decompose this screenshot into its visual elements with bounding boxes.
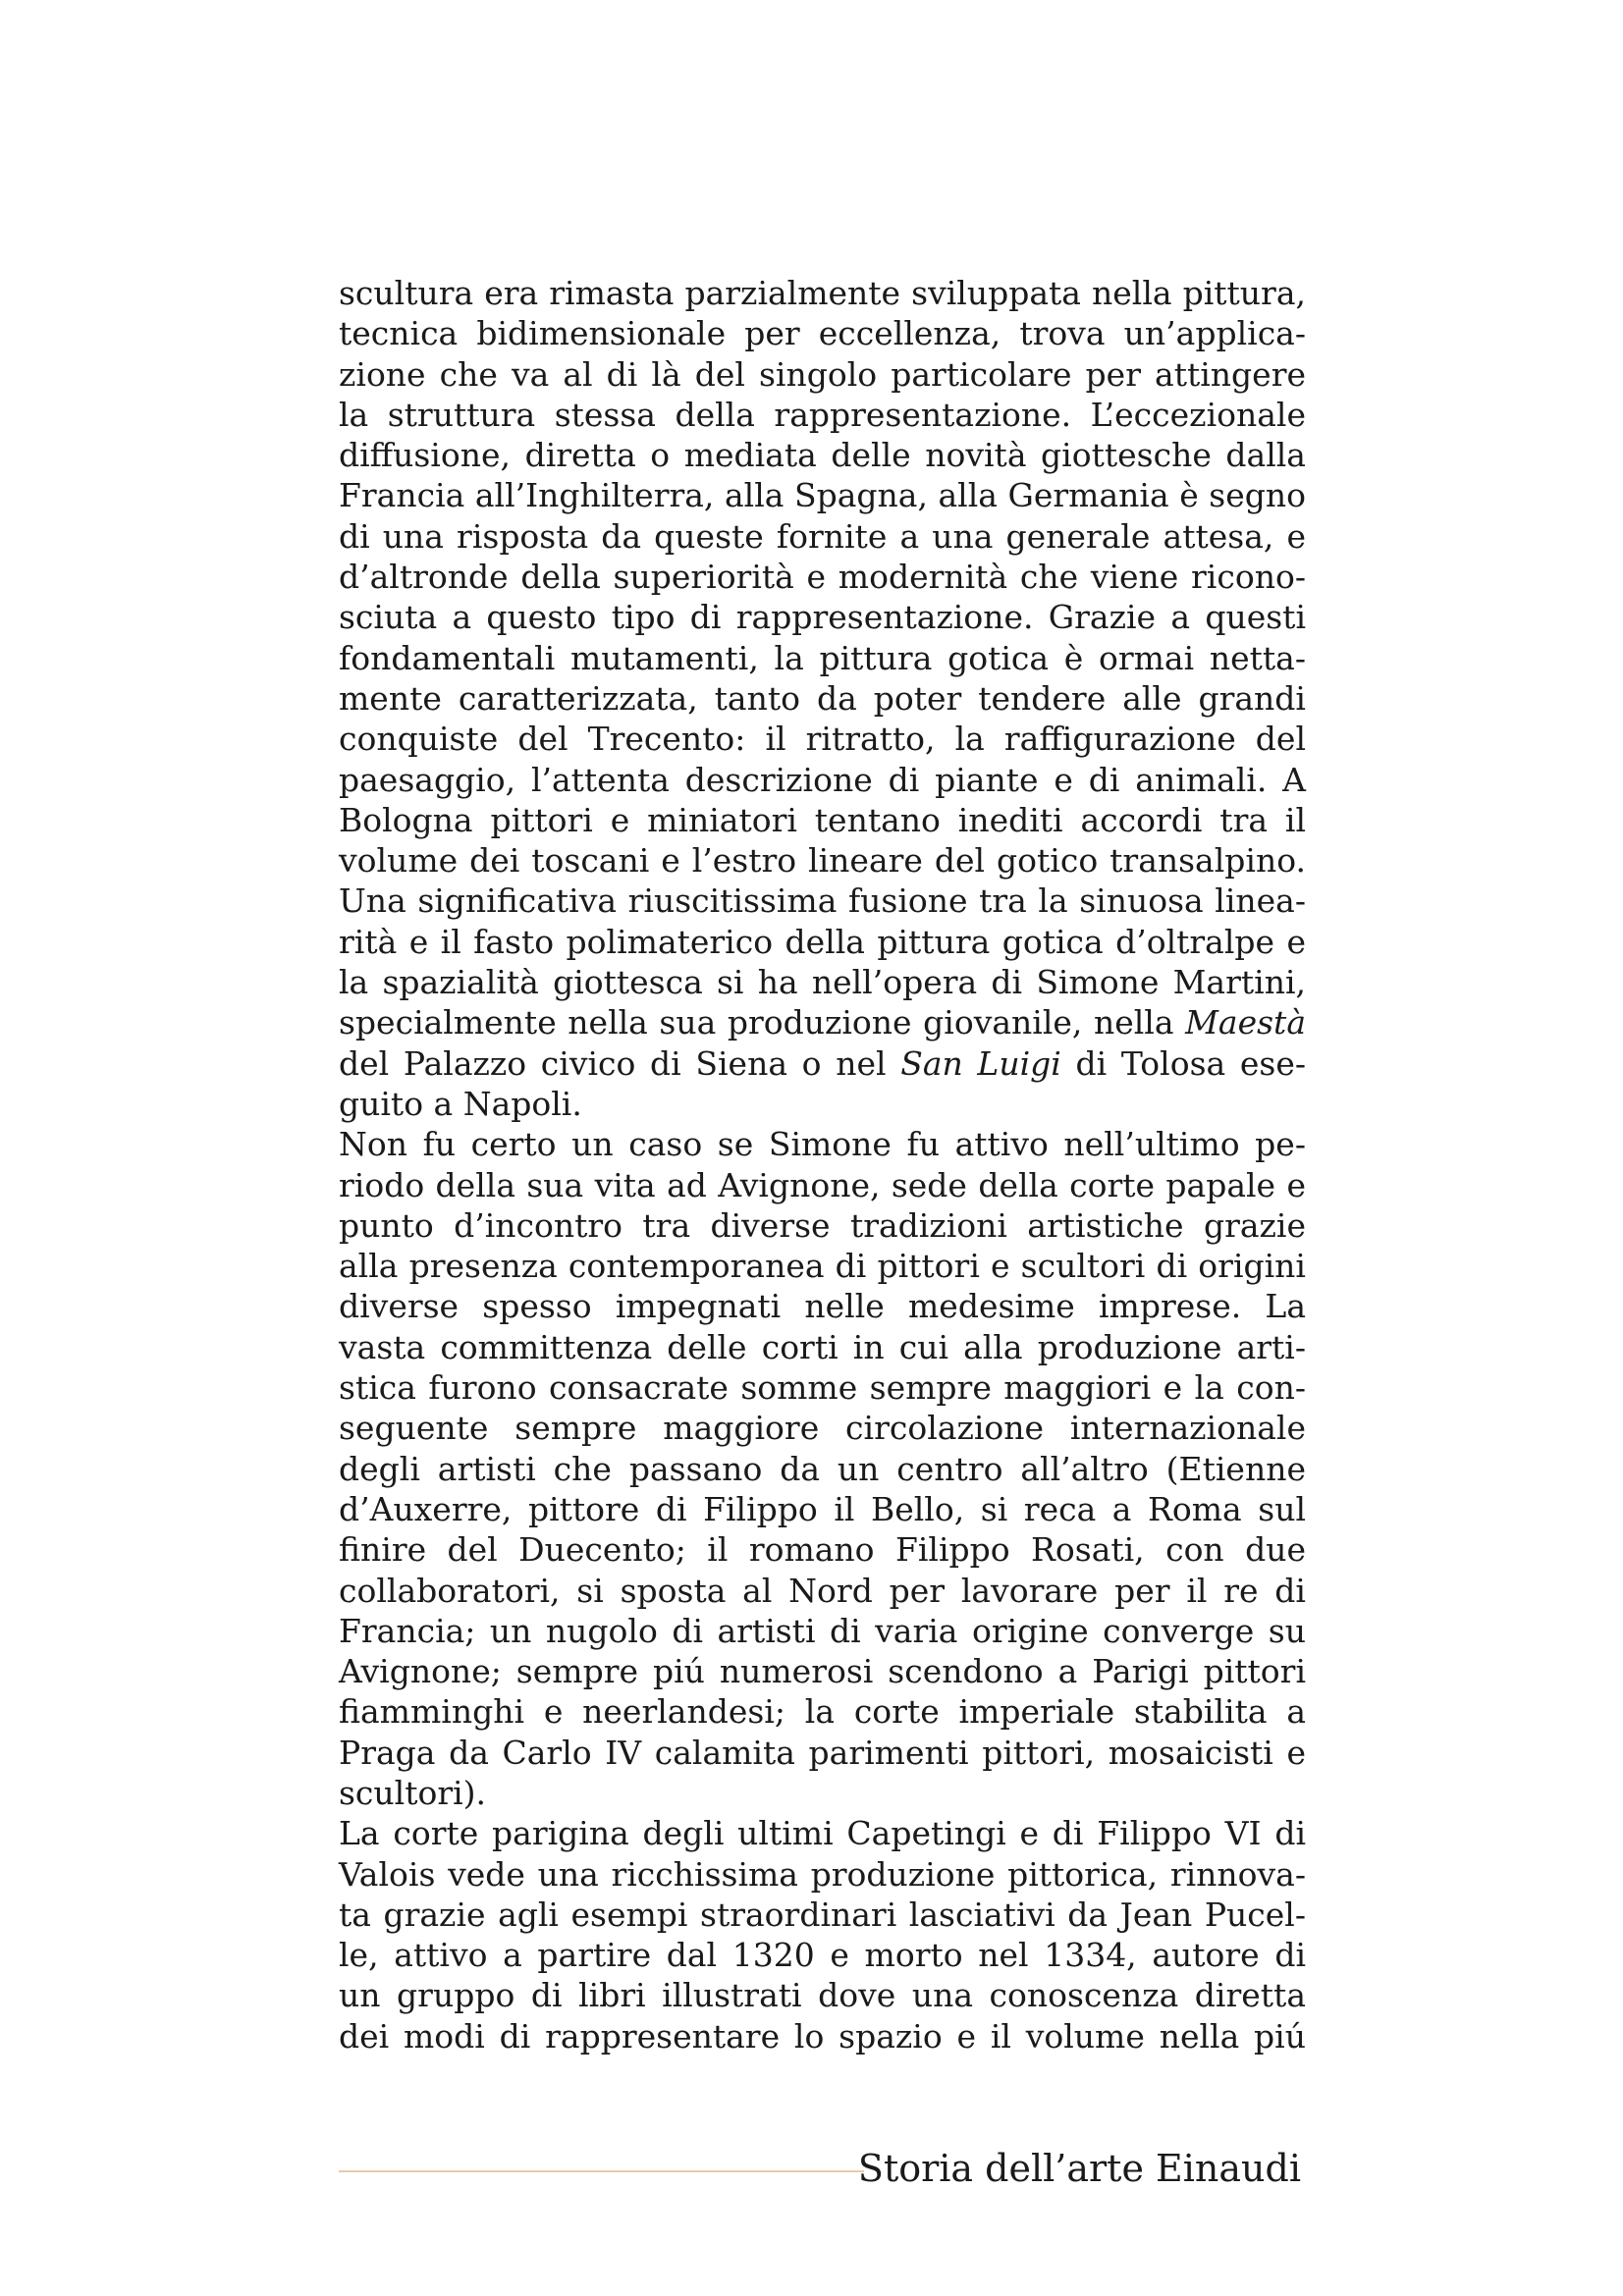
text-line: d’altronde della superiorità e modernità che viene ricono- <box>339 558 1306 597</box>
text-line: sciuta a questo tipo di rappresentazione. Grazie a questi <box>339 598 1306 637</box>
paragraph-3 <box>339 1813 1306 2056</box>
text-line: Praga da Carlo IV calamita parimenti pittori, mosaicisti e <box>339 1733 1306 1772</box>
text-line: zione che va al di là del singolo particolare per attingere <box>339 354 1306 394</box>
text-line: d’Auxerre, pittore di Filippo il Bello, si reca a Roma sul <box>339 1489 1306 1528</box>
text-span: di Tolosa ese- <box>1075 1043 1306 1083</box>
text-line: di una risposta da queste fornite a una generale attesa, e <box>339 516 1306 556</box>
footer-title: Storia dell’arte Einaudi <box>857 2147 1301 2190</box>
italic-title: Maestà <box>1185 1003 1306 1042</box>
text-line: Francia all’Inghilterra, alla Spagna, alla Germania è segno <box>339 476 1306 515</box>
text-line: Francia; un nugolo di artisti di varia origine converge su <box>339 1611 1306 1650</box>
text-line: ta grazie agli esempi straordinari lasciativi da Jean Pucel- <box>339 1895 1306 1934</box>
text-line: la struttura stessa della rappresentazione. L’eccezionale <box>339 395 1306 434</box>
text-line: degli artisti che passano da un centro all’altro (Etienne <box>339 1449 1306 1488</box>
text-line: finire del Duecento; il romano Filippo Rosati, con due <box>339 1530 1306 1570</box>
text-line: rità e il fasto polimaterico della pittura gotica d’oltralpe e <box>339 922 1306 961</box>
text-line: diffusione, diretta o mediata delle novità giottesche dalla <box>339 436 1306 475</box>
text-line: le, attivo a partire dal 1320 e morto nel 1334, autore di <box>339 1936 1306 1975</box>
text-line <box>339 1043 1306 1084</box>
text-line: tecnica bidimensionale per eccellenza, trova un’applica- <box>339 314 1306 353</box>
main-text <box>339 273 1306 2056</box>
text-line <box>339 1002 1306 1042</box>
footer-rule <box>339 2170 864 2172</box>
text-line: diverse spesso impegnati nelle medesime imprese. La <box>339 1287 1306 1326</box>
text-line: Bologna pittori e miniatori tentano inediti accordi tra il <box>339 800 1306 839</box>
text-span: specialmente nella sua produzione giovanile, nella <box>339 1003 1174 1042</box>
paragraph-1 <box>339 273 1306 1124</box>
text-line: fondamentali mutamenti, la pittura gotica è ormai netta- <box>339 638 1306 677</box>
text-line: conquiste del Trecento: il ritratto, la raffigurazione del <box>339 720 1306 759</box>
text-line: scultura era rimasta parzialmente sviluppata nella pittura, <box>339 274 1306 312</box>
paragraph-2 <box>339 1124 1306 1813</box>
text-line: un gruppo di libri illustrati dove una conoscenza diretta <box>339 1976 1306 2015</box>
text-line: Avignone; sempre piú numerosi scendono a Parigi pittori <box>339 1652 1306 1691</box>
text-line: guito a Napoli. <box>339 1084 582 1123</box>
text-line: volume dei toscani e l’estro lineare del gotico transalpino. <box>339 841 1306 881</box>
text-line: seguente sempre maggiore circolazione internazionale <box>339 1409 1306 1448</box>
text-line: fiamminghi e neerlandesi; la corte imperiale stabilita a <box>339 1692 1306 1732</box>
text-line: collaboratori, si sposta al Nord per lavorare per il re di <box>339 1571 1306 1610</box>
text-line: scultori). <box>339 1773 487 1812</box>
italic-title: San Luigi <box>900 1043 1061 1083</box>
text-span: del Palazzo civico di Siena o nel <box>339 1043 887 1083</box>
text-line: la spazialità giottesca si ha nell’opera di Simone Martini, <box>339 963 1306 1002</box>
text-line: mente caratterizzata, tanto da poter tendere alle grandi <box>339 678 1306 718</box>
text-line: alla presenza contemporanea di pittori e scultori di origini <box>339 1247 1306 1286</box>
text-line: paesaggio, l’attenta descrizione di piante e di animali. A <box>339 760 1306 799</box>
text-line: Una significativa riuscitissima fusione tra la sinuosa linea- <box>339 881 1306 921</box>
text-line: La corte parigina degli ultimi Capetingi e di Filippo VI di <box>339 1814 1306 1853</box>
text-line: Valois vede una ricchissima produzione pittorica, rinnova- <box>339 1854 1306 1894</box>
text-line: punto d’incontro tra diverse tradizioni artistiche grazie <box>339 1205 1306 1245</box>
text-line: riodo della sua vita ad Avignone, sede della corte papale e <box>339 1165 1306 1204</box>
text-line: Non fu certo un caso se Simone fu attivo nell’ultimo pe- <box>339 1125 1306 1164</box>
text-line: dei modi di rappresentare lo spazio e il volume nella piú <box>339 2016 1306 2056</box>
text-line: vasta committenza delle corti in cui alla produzione arti- <box>339 1327 1306 1366</box>
text-line: stica furono consacrate somme sempre maggiori e la con- <box>339 1368 1306 1408</box>
